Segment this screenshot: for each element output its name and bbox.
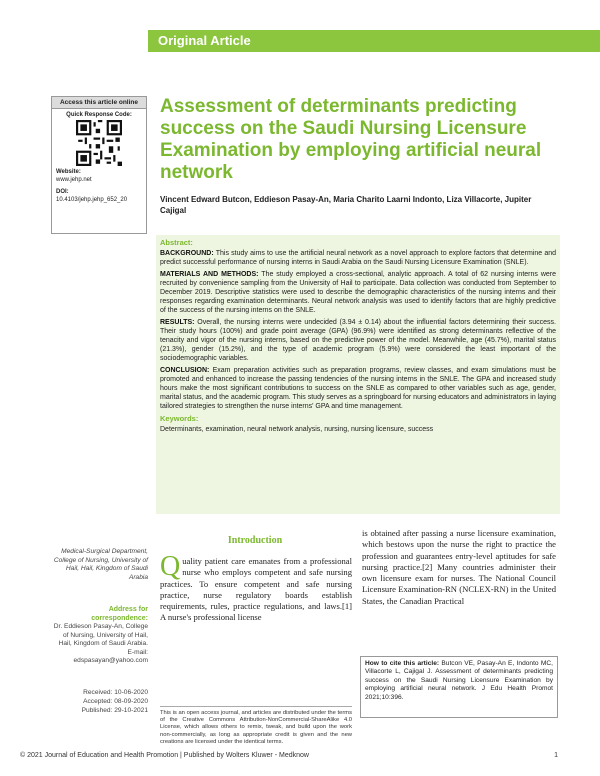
- intro-col1-text: uality patient care emanates from a professional nurse who employs competent and safe nursing practices. To ensure competent and safe nursing practice, nurse regulatory boards establish requirements, rules, practice regulations, and laws.[1] A nurse's professional license: [160, 556, 352, 623]
- abstract-background: [160, 249, 556, 267]
- website-label: Website:: [56, 169, 81, 175]
- affiliation-text: Medical-Surgical Department, College of Nursing, University of Hail, Hail, Kingdom of Saudi Arabia: [53, 548, 148, 581]
- doi-label: DOI:: [56, 189, 69, 195]
- page-number: 1: [554, 752, 558, 759]
- correspondence-text: Dr. Eddieson Pasay-An, College of Nursing, University of Hail, Hail, Kingdom of Saudi Arabia. E-mail: edspasayan@yahoo.com: [53, 623, 148, 664]
- page-footer: © 2021 Journal of Education and Health Promotion | Published by Wolters Kluwer - Medknow: [20, 752, 309, 759]
- drop-cap: Q: [160, 551, 181, 582]
- abstract-conclusion: [160, 366, 556, 411]
- qr-label: Quick Response Code:: [66, 112, 132, 118]
- keywords-heading: Keywords:: [160, 414, 199, 423]
- license-notice: This is an open access journal, and articles are distributed under the terms of the Creative Commons Attribution-NonCommercial-ShareAlike 4.0 License, which allows others to remix, tweak, and build upon the work non-commercially, as long as appropriate credit is given and the new creations are licensed under the identical terms.: [160, 706, 352, 746]
- keywords-text: Determinants, examination, neural network analysis, nursing, nursing licensure, success: [160, 426, 434, 433]
- intro-column-2: is obtained after passing a nurse licensure examination, which bestows upon the nurse the right to practice the profession and guarantees entry-level aptitudes for safe nursing practice.[2] Many countries administer their own licensure exam for nurses. The National Council Licensure Examination-RN (NCLEX-RN) in the United States, the Canadian Practical: [362, 528, 556, 606]
- author-list: Vincent Edward Butcon, Eddieson Pasay-An, Maria Charito Laarni Indonto, Liza Villacorte, Jupiter Cajigal: [160, 195, 532, 215]
- results-text: Overall, the nursing interns were undecided (3.94 ± 0.14) about the influential factors determining their success. Their study hours (100%) and grade point average (GPA) (96.9%) were identified as strong determinants reflective of the tenacity and vigor of the nursing interns, based on the predictive power of the model. Meanwhile, age (45.7%), marital status (21.3%), gender (15.2%), and the type of academic program (5.9%) were considered the least important of the sociodemographic variables.: [160, 319, 556, 362]
- conclusion-label: CONCLUSION:: [160, 367, 210, 374]
- published-date: Published: 29-10-2021: [81, 707, 148, 714]
- results-label: RESULTS:: [160, 319, 195, 326]
- abstract-box: [156, 235, 560, 514]
- background-text: This study aims to use the artificial neural network as a novel approach to explore factors that determine and predict successful performance of nursing interns in Saudi Arabia on the Saudi Nursing Licensure Examination (SNLE).: [160, 250, 556, 266]
- methods-label: MATERIALS AND METHODS:: [160, 271, 259, 278]
- conclusion-text: Exam preparation activities such as preparation programs, review classes, and exam simulations must be promoted and enhanced to increase the passing tendencies of the nursing interns in the SNLE. The GPA and increased study hours make the most significant contributions to success on the SNLE as compared to other variables such as age, gender, marital status, and the academic program. This study serves as a springboard for nursing educators and administrators in laying tailored strategies to strengthen the nurse interns' GPA and time management.: [160, 367, 556, 410]
- abstract-methods: [160, 270, 556, 315]
- article-title: Assessment of determinants predicting success on the Saudi Nursing Licensure Examination by employing artificial neural network: [160, 96, 542, 183]
- introduction-heading: Introduction: [227, 535, 283, 546]
- abstract-heading: Abstract:: [160, 238, 193, 247]
- access-title: Access this article online: [52, 97, 146, 109]
- citation-label: How to cite this article:: [365, 660, 440, 667]
- website-link[interactable]: www.jehp.net: [56, 177, 92, 183]
- citation-box: [360, 656, 558, 718]
- dates-block: [52, 688, 148, 715]
- access-online-box: [51, 96, 147, 234]
- correspondence-block: [52, 606, 148, 666]
- accepted-date: Accepted: 08-09-2020: [83, 698, 148, 705]
- article-type-banner: [148, 30, 600, 52]
- correspondence-label: Address for correspondence:: [91, 606, 148, 622]
- article-type-label: Original Article: [158, 33, 251, 48]
- website-block: [52, 166, 146, 186]
- abstract-results: [160, 318, 556, 363]
- intro-column-1: [160, 551, 352, 624]
- citation-text: Butcon VE, Pasay-An E, Indonto MC, Villacorte L, Cajigal J. Assessment of determinants predicting success on the Saudi Nursing Licensure Examination by employing artificial neural network. J Edu Health Promot 2021;10:396.: [365, 660, 553, 701]
- methods-text: The study employed a cross-sectional, analytic approach. A total of 62 nursing interns were recruited by convenience sampling from the University of Hail to participate. Data collection was conducted from September to December 2019. Descriptive statistics were used to describe the demographic characteristics of the nursing interns and their responses regarding examination determinants. Neural network analysis was used to identify factors that are highly predictive of the success of the nursing interns on the SNLE.: [160, 271, 556, 314]
- background-label: BACKGROUND:: [160, 250, 214, 257]
- doi-link[interactable]: 10.4103/jehp.jehp_652_20: [56, 197, 128, 203]
- received-date: Received: 10-06-2020: [83, 689, 148, 696]
- doi-block: [52, 186, 146, 206]
- qr-code-icon[interactable]: [76, 120, 122, 166]
